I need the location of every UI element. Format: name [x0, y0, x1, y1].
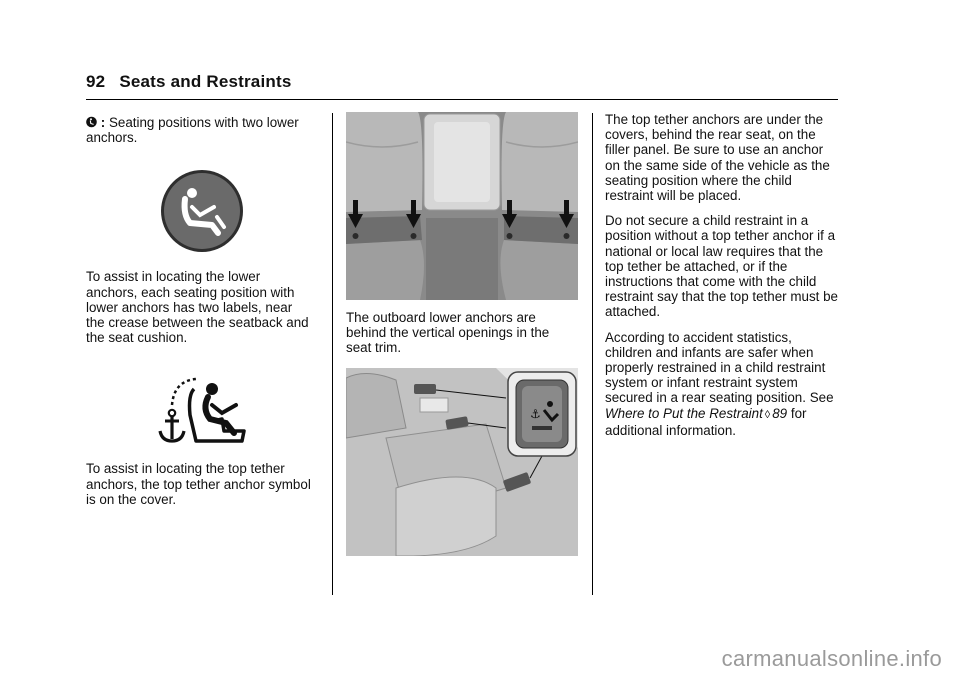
lower-anchor-seat-icon	[160, 169, 244, 253]
top-tether-anchor-icon	[152, 375, 252, 447]
column-divider-right	[592, 113, 593, 595]
top-tether-location-paragraph: The top tether anchors are under the covers, behind the rear seat, on the filler panel. Be sure to use an anchor on the same side of the vehicle as the seating position where the child restraint will be placed.	[605, 112, 830, 204]
header-rule	[86, 99, 838, 100]
outboard-anchor-caption: The outboard lower anchors are behind the vertical openings in the seat trim.	[346, 310, 550, 356]
svg-text:⚓: ⚓	[530, 406, 541, 421]
page-title: Seats and Restraints	[119, 72, 292, 91]
accident-statistics-paragraph: According to accident statistics, children and infants are safer when properly restrained in a child restraint system or infant restraint system secured in a rear seating position. See Where to Put the Restraint ◊ 89 for additional information.	[605, 329, 834, 438]
column-left	[86, 115, 314, 517]
page-reference-number[interactable]: 89	[772, 405, 788, 421]
lower-anchor-intro-text: Seating positions with two lower anchors.	[86, 115, 299, 146]
page-number: 92	[86, 72, 106, 91]
top-tether-symbol-paragraph: To assist in locating the top tether anchors, the top tether anchor symbol is on the cover.	[86, 461, 311, 507]
lower-anchor-labels-paragraph: To assist in locating the lower anchors, each seating position with lower anchors has two labels, near the crease between the seatback and the seat cushion.	[86, 269, 309, 346]
column-right	[605, 112, 839, 448]
watermark: carmanualsonline.info	[721, 646, 942, 671]
top-tether-law-paragraph: Do not secure a child restraint in a position without a top tether anchor if a national or local law requires that the top tether be attached, or if the instructions that come with the child restraint say that the top tether must be attached.	[605, 213, 838, 320]
lead-colon: :	[100, 115, 106, 130]
rear-seat-lower-anchors-image	[346, 112, 578, 300]
column-middle	[346, 112, 578, 556]
lower-anchor-bullet-icon	[86, 116, 97, 128]
page-header	[86, 72, 292, 92]
top-tether-covers-image	[346, 368, 578, 556]
page-reference-symbol: ◊	[764, 408, 771, 421]
lower-anchor-intro	[86, 115, 314, 145]
where-to-put-restraint-link[interactable]: Where to Put the Restraint	[605, 405, 763, 421]
column-divider-left	[332, 113, 333, 595]
